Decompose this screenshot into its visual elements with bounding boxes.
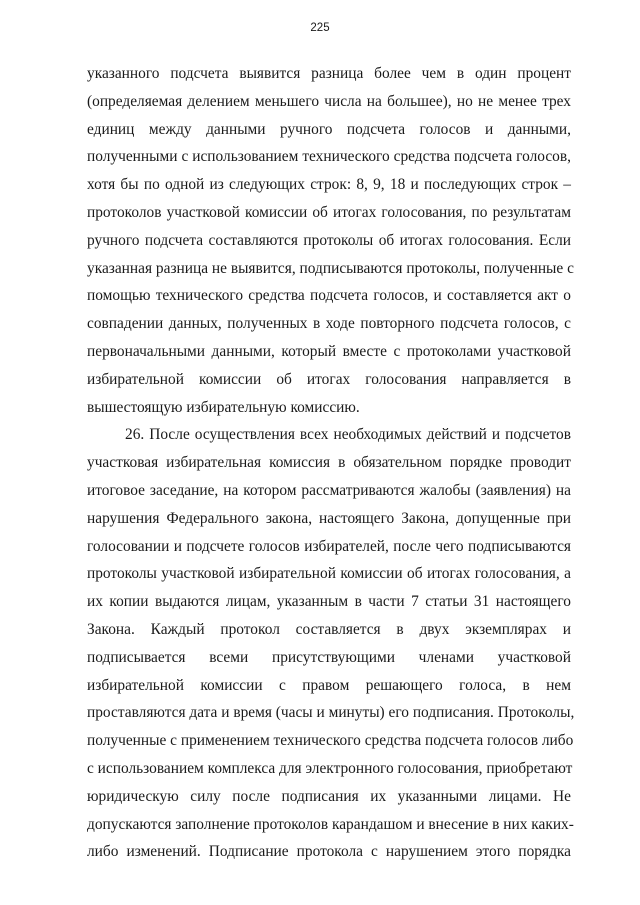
paragraph-item-26 [87, 421, 575, 866]
text-line: Закона. Каждый протокол составляется в двух экземплярах и [87, 620, 571, 638]
body-text [87, 60, 575, 866]
text-line: избирательной комиссии с правом решающего голоса, в нем [87, 676, 571, 694]
text-line: избирательной комиссии об итогах голосования направляется в [87, 370, 571, 388]
text-line: единиц между данными ручного подсчета голосов и данными, [87, 120, 571, 138]
text-line: итоговое заседание, на котором рассматриваются жалобы (заявления) на [87, 481, 571, 499]
text-line: полученными с использованием технического средства подсчета голосов, [87, 148, 571, 166]
paragraph-continuation [87, 60, 574, 421]
text-line: проставляются дата и время (часы и минуты) его подписания. Протоколы, [87, 704, 575, 722]
text-line: полученные с применением технического средства подсчета голосов либо [87, 732, 574, 750]
text-line: с использованием комплекса для электронного голосования, приобретают [87, 759, 573, 777]
page-number: 225 [310, 22, 330, 34]
text-line: протоколы участковой избирательной комиссии об итогах голосования, а [87, 565, 571, 583]
text-line: юридическую силу после подписания их указанными лицами. Не [87, 787, 571, 805]
text-line: вышестоящую избирательную комиссию. [87, 398, 360, 416]
text-line: (определяемая делением меньшего числа на большее), но не менее трех [87, 92, 571, 110]
text-line: либо изменений. Подписание протокола с нарушением этого порядка [87, 843, 571, 861]
text-line: их копии выдаются лицам, указанным в части 7 статьи 31 настоящего [87, 593, 571, 611]
text-line: протоколов участковой комиссии об итогах голосования, по результатам [87, 203, 571, 221]
text-line: 26. После осуществления всех необходимых действий и подсчетов [125, 426, 571, 444]
text-line: помощью технического средства подсчета голосов, и составляется акт о [87, 287, 571, 305]
text-line: подписывается всеми присутствующими членами участковой [87, 648, 571, 666]
text-line: участковая избирательная комиссия в обязательном порядке проводит [87, 454, 571, 472]
text-line: указанная разница не выявится, подписываются протоколы, полученные с [87, 259, 574, 277]
text-line: хотя бы по одной из следующих строк: 8, 9, 18 и последующих строк – [87, 176, 571, 194]
text-line: голосовании и подсчете голосов избирателей, после чего подписываются [87, 537, 571, 555]
text-line: ручного подсчета составляются протоколы об итогах голосования. Если [87, 231, 571, 249]
text-line: нарушения Федерального закона, настоящего Закона, допущенные при [87, 509, 571, 527]
text-line: совпадении данных, полученных в ходе повторного подсчета голосов, с [87, 315, 571, 333]
text-line: указанного подсчета выявится разница более чем в один процент [87, 65, 571, 82]
text-line: первоначальными данными, который вместе с протоколами участковой [87, 342, 571, 360]
text-line: допускаются заполнение протоколов карандашом и внесение в них каких- [87, 815, 574, 833]
